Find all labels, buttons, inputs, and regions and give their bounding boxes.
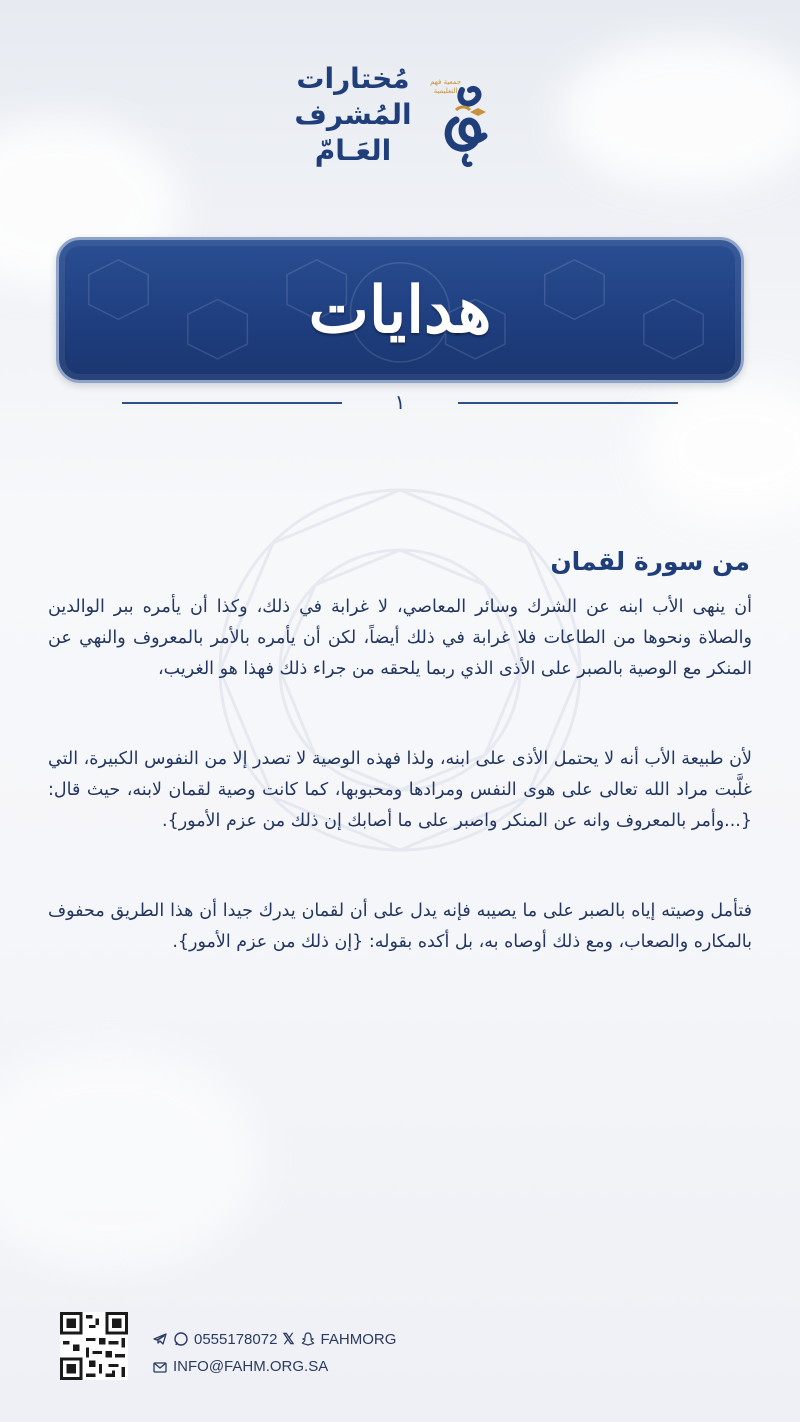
contact-social-line	[152, 1330, 396, 1348]
qr-code	[60, 1312, 128, 1380]
cloud-decoration	[560, 40, 800, 190]
email-icon	[152, 1359, 168, 1375]
org-name: جمعية فهم التعليمية	[430, 78, 462, 95]
fahm-logo-icon	[426, 60, 506, 170]
paragraph-2: لأن طبيعة الأب أنه لا يحتمل الأذى على ابنه، ولذا فهذه الوصية لا تصدر إلا من النفوس الكبيرة، التي غلَّبت مراد الله تعالى على هوى النفس ومرادها ومحبوبها، كما كانت وصية لقمان لابنه، حيث قال: {...وأمر بالمعروف وانه عن المنكر واصبر على ما أصابك إن ذلك من عزم الأمور}.	[48, 749, 752, 831]
banner-title: هدايات	[308, 272, 492, 348]
episode-number: ١	[394, 390, 406, 414]
paragraph-1: أن ينهى الأب ابنه عن الشرك وسائر المعاصي، لا غرابة في ذلك، وكذا أن يأمره ببر الوالدين والصلاة ونحوها من الطاعات فلا غرابة في ذلك أيضاً، لكن أن يأمره بالأمر بالمعروف والنهي عن المنكر مع الوصية بالصبر على الأذى الذي ربما يلحقه من جراء ذلك فهذا هو الغريب،	[48, 597, 752, 679]
logo-title	[294, 61, 411, 169]
section-heading: من سورة لقمان	[550, 547, 750, 576]
paragraph-3: فتأمل وصيته إياه بالصبر على ما يصيبه فإنه يدل على أن لقمان يدرك جيدا أن هذا الطريق محفوف بالمكاره والصعاب، ومع ذلك أوصاه به، بل أكده بقوله: {إن ذلك من عزم الأمور}.	[48, 901, 752, 952]
fahm-logo-mark	[426, 60, 506, 170]
social-handle: FAHMORG	[320, 1330, 397, 1348]
telegram-icon	[152, 1331, 168, 1347]
divider-line-right	[458, 402, 678, 404]
header-logo	[260, 55, 540, 175]
title-banner	[56, 237, 744, 383]
x-icon: 𝕏	[282, 1331, 295, 1348]
cloud-decoration	[0, 1050, 260, 1270]
footer	[60, 1312, 400, 1386]
whatsapp-icon	[173, 1331, 189, 1347]
logo-title-line: العَـامّ	[314, 134, 392, 167]
contact-email-line	[152, 1358, 328, 1375]
logo-title-line: المُشرف	[294, 98, 412, 131]
divider-line-left	[122, 402, 342, 404]
phone-number: 0555178072	[194, 1330, 278, 1348]
logo-title-line: مُختارات	[296, 62, 410, 95]
snapchat-icon	[300, 1331, 316, 1347]
email-address: INFO@FAHM.ORG.SA	[173, 1358, 329, 1375]
cloud-decoration	[640, 380, 800, 520]
